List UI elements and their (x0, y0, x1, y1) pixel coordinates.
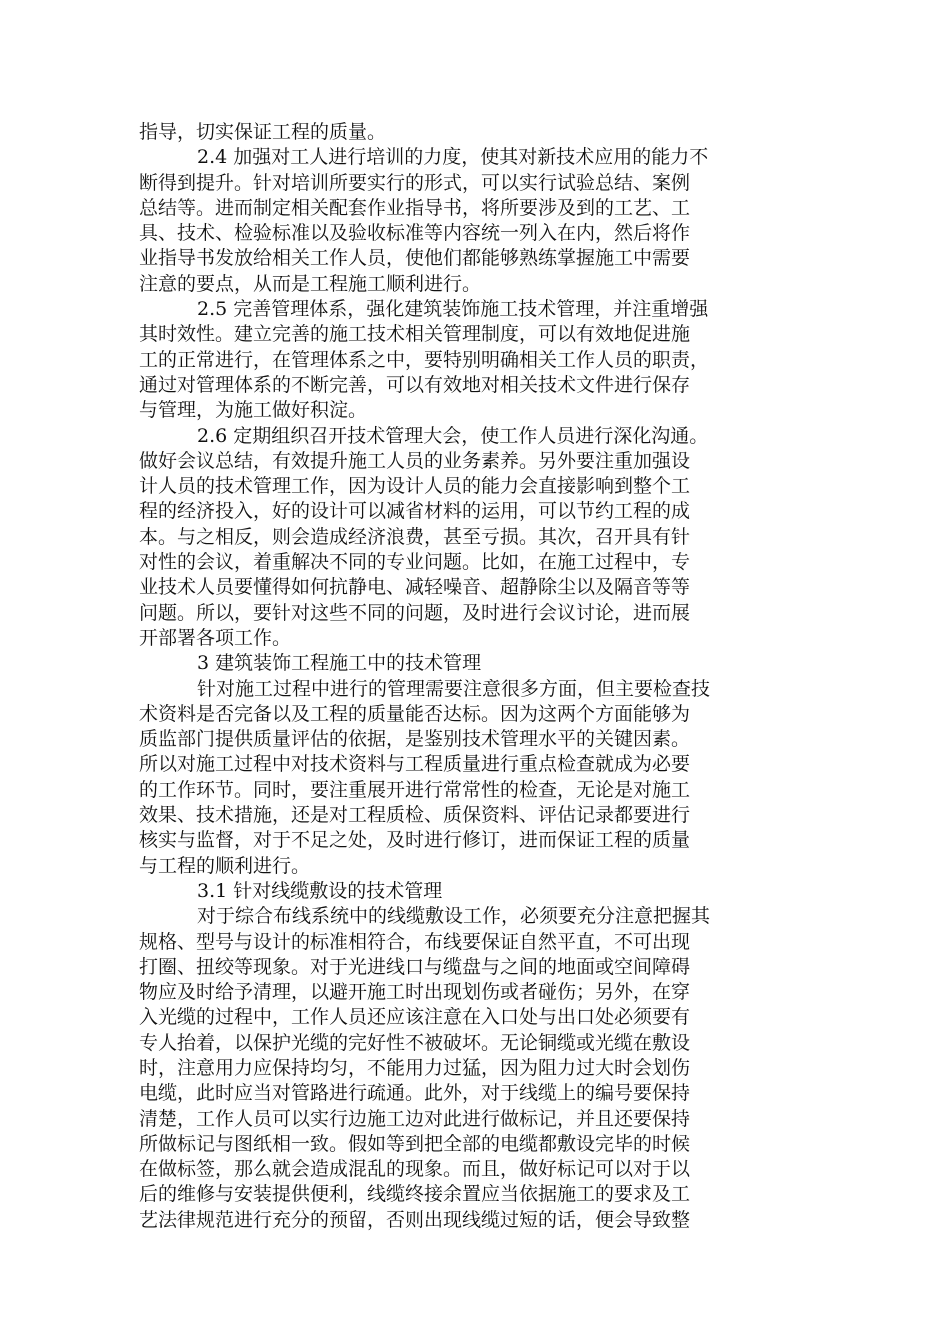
text-line: 断得到提升。针对培训所要实行的形式，可以实行试验总结、案例 (139, 171, 691, 194)
text-line: 本。与之相反，则会造成经济浪费，甚至亏损。其次，召开具有针 (139, 525, 691, 548)
text-line: 物应及时给予清理，以避开施工时出现划伤或者碰伤；另外，在穿 (139, 981, 691, 1004)
text-line: 所以对施工过程中对技术资料与工程质量进行重点检查就成为必要 (139, 753, 691, 776)
text-line: 具、技术、检验标准以及验收标准等内容统一列入在内，然后将作 (139, 222, 691, 245)
text-line: 艺法律规范进行充分的预留，否则出现线缆过短的话，便会导致整 (139, 1208, 691, 1231)
text-line: 2.5 完善管理体系，强化建筑装饰施工技术管理，并注重增强 (197, 298, 709, 321)
text-line: 总结等。进而制定相关配套作业指导书，将所要涉及到的工艺、工 (139, 196, 691, 219)
text-line: 程的经济投入，好的设计可以减省材料的运用，可以节约工程的成 (139, 500, 691, 523)
text-line: 后的维修与安装提供便利，线缆终接余置应当依据施工的要求及工 (139, 1183, 691, 1206)
text-line: 时，注意用力应保持均匀，不能用力过猛，因为阻力过大时会划伤 (139, 1056, 691, 1079)
text-line: 开部署各项工作。 (139, 626, 292, 649)
text-line: 与管理，为施工做好积淀。 (139, 399, 368, 422)
text-line: 工的正常进行，在管理体系之中，要特别明确相关工作人员的职责， (139, 348, 710, 371)
text-line: 清楚，工作人员可以实行边施工边对此进行做标记，并且还要保持 (139, 1107, 691, 1130)
text-line: 2.6 定期组织召开技术管理大会，使工作人员进行深化沟通。 (197, 424, 709, 447)
text-line: 问题。所以，要针对这些不同的问题，及时进行会议讨论，进而展 (139, 601, 691, 624)
text-line: 做好会议总结，有效提升施工人员的业务素养。另外要注重加强设 (139, 449, 691, 472)
text-line: 通过对管理体系的不断完善，可以有效地对相关技术文件进行保存 (139, 373, 691, 396)
text-line: 指导，切实保证工程的质量。 (139, 121, 387, 143)
text-line: 效果、技术措施，还是对工程质检、质保资料、评估记录都要进行 (139, 804, 691, 827)
text-line: 业技术人员要懂得如何抗静电、减轻噪音、超静除尘以及隔音等等 (139, 576, 691, 599)
text-line: 所做标记与图纸相一致。假如等到把全部的电缆都敷设完毕的时候 (139, 1132, 691, 1155)
text-line: 针对施工过程中进行的管理需要注意很多方面，但主要检查技 (197, 677, 711, 700)
text-line: 3 建筑装饰工程施工中的技术管理 (197, 652, 482, 675)
text-line: 注意的要点，从而是工程施工顺利进行。 (139, 272, 482, 295)
text-line: 的工作环节。同时，要注重展开进行常常性的检查，无论是对施工 (139, 778, 691, 801)
text-line: 业指导书发放给相关工作人员，使他们都能够熟练掌握施工中需要 (139, 247, 691, 270)
document-page (139, 120, 811, 1233)
text-line: 对性的会议，着重解决不同的专业问题。比如，在施工过程中，专 (139, 551, 691, 574)
text-line: 2.4 加强对工人进行培训的力度，使其对新技术应用的能力不 (197, 146, 709, 169)
text-line: 核实与监督，对于不足之处，及时进行修订，进而保证工程的质量 (139, 829, 691, 852)
text-line: 在做标签，那么就会造成混乱的现象。而且，做好标记可以对于以 (139, 1158, 691, 1181)
text-line: 专人抬着，以保护光缆的完好性不被破坏。无论铜缆或光缆在敷设 (139, 1031, 691, 1054)
text-line: 打圈、扭绞等现象。对于光进线口与缆盘与之间的地面或空间障碍 (139, 955, 691, 978)
text-line: 与工程的顺利进行。 (139, 854, 311, 877)
text-line: 其时效性。建立完善的施工技术相关管理制度，可以有效地促进施 (139, 323, 691, 346)
text-line: 3.1 针对线缆敷设的技术管理 (197, 879, 443, 902)
text-line: 电缆，此时应当对管路进行疏通。此外，对于线缆上的编号要保持 (139, 1082, 691, 1105)
text-line: 对于综合布线系统中的线缆敷设工作，必须要充分注意把握其 (197, 905, 711, 928)
text-line: 质监部门提供质量评估的依据，是鉴别技术管理水平的关键因素。 (139, 728, 691, 751)
text-line: 计人员的技术管理工作，因为设计人员的能力会直接影响到整个工 (139, 475, 691, 498)
text-line: 入光缆的过程中，工作人员还应该注意在入口处与出口处必须要有 (139, 1006, 691, 1029)
text-line: 术资料是否完备以及工程的质量能否达标。因为这两个方面能够为 (139, 702, 691, 725)
text-line: 规格、型号与设计的标准相符合，布线要保证自然平直，不可出现 (139, 930, 691, 953)
